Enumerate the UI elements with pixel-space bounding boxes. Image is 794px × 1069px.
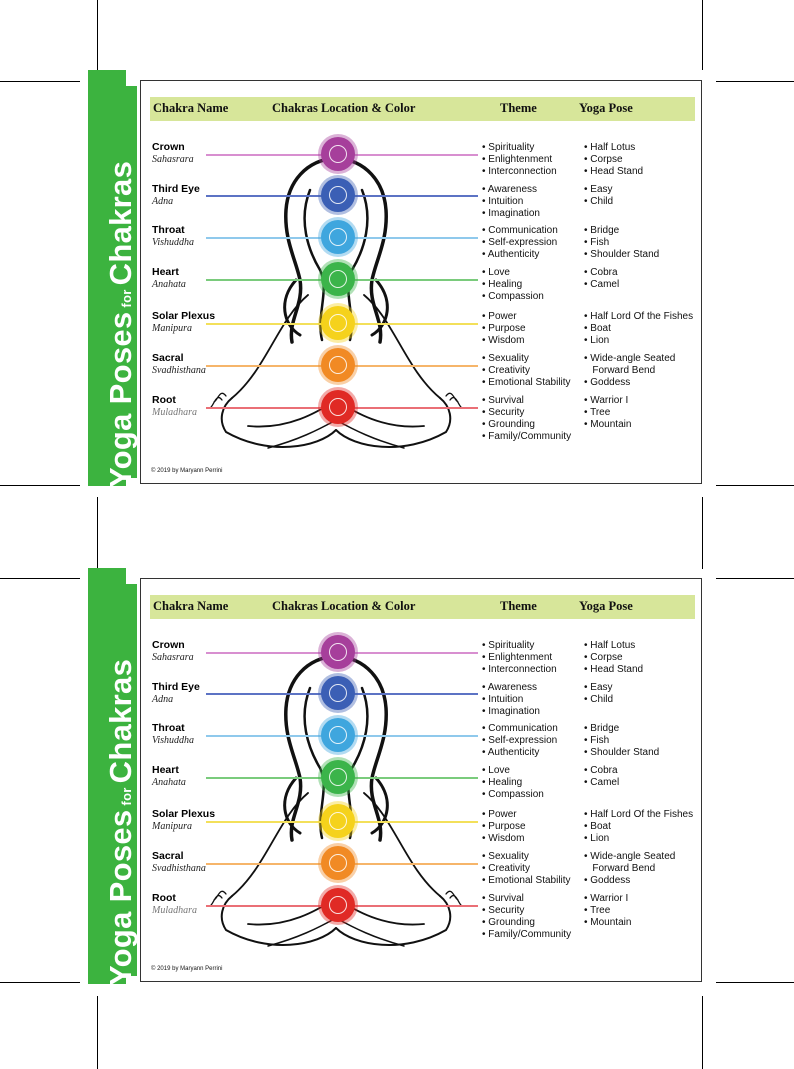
chakra-name: Crown — [152, 141, 185, 153]
theme-item: • Interconnection — [482, 664, 557, 675]
theme-item: • Sexuality — [482, 851, 529, 862]
theme-item: • Security — [482, 407, 525, 418]
yoga-pose-item: • Boat — [584, 323, 611, 334]
yoga-pose-item: • Head Stand — [584, 166, 644, 177]
theme-item: • Intuition — [482, 196, 524, 207]
yoga-pose-item: • Wide-angle Seated — [584, 353, 676, 364]
yoga-pose-item: • Tree — [584, 905, 611, 916]
theme-item: • Healing — [482, 279, 523, 290]
chakra-name: Throat — [152, 224, 185, 236]
yoga-pose-item: • Goddess — [584, 875, 631, 886]
chakra-color-symbol — [321, 635, 355, 669]
yoga-pose-item: • Easy — [584, 682, 613, 693]
theme-item: • Sexuality — [482, 353, 529, 364]
theme-list — [482, 267, 544, 303]
chakra-color-symbol — [321, 760, 355, 794]
crop-mark — [716, 982, 794, 983]
theme-list — [482, 311, 526, 347]
yoga-pose-item: • Warrior I — [584, 893, 629, 904]
chakra-color-symbol — [321, 137, 355, 171]
crop-mark — [716, 578, 794, 579]
theme-list — [482, 353, 571, 389]
copyright-notice: © 2019 by Maryann Perrini — [151, 468, 223, 474]
theme-item: • Power — [482, 311, 517, 322]
yoga-pose-item: • Bridge — [584, 225, 620, 236]
header-yoga-pose: Yoga Pose — [579, 101, 633, 115]
yoga-pose-item: • Camel — [584, 777, 620, 788]
header-chakra-name: Chakra Name — [153, 599, 229, 613]
header-yoga-pose: Yoga Pose — [579, 599, 633, 613]
chakra-name: Root — [152, 892, 176, 904]
theme-list — [482, 640, 557, 676]
yoga-pose-item: • Goddess — [584, 377, 631, 388]
yoga-pose-item: • Mountain — [584, 917, 632, 928]
crop-mark — [97, 0, 98, 70]
crop-mark — [702, 0, 703, 70]
crop-mark — [716, 81, 794, 82]
theme-item: • Emotional Stability — [482, 377, 571, 388]
theme-item: • Enlightenment — [482, 652, 553, 663]
chakra-name: Third Eye — [152, 183, 200, 195]
chakra-sanskrit-name: Adna — [152, 694, 174, 705]
chakra-color-symbol — [321, 718, 355, 752]
yoga-pose-item: • Mountain — [584, 419, 632, 430]
chakra-sanskrit-name: Anahata — [152, 777, 186, 788]
theme-item: • Compassion — [482, 789, 544, 800]
theme-list — [482, 184, 540, 220]
theme-item: • Creativity — [482, 365, 530, 376]
theme-item: • Authenticity — [482, 747, 540, 758]
theme-item: • Grounding — [482, 917, 535, 928]
theme-item: • Love — [482, 765, 510, 776]
yoga-pose-list — [584, 267, 619, 291]
chakra-color-symbol — [321, 220, 355, 254]
yoga-pose-item: • Lion — [584, 833, 610, 844]
chakra-card — [88, 70, 704, 486]
card-title: Yoga PosesforChakras — [103, 658, 138, 986]
theme-list — [482, 395, 571, 443]
crop-mark — [0, 81, 80, 82]
yoga-pose-item: • Child — [584, 196, 614, 207]
chakra-name: Heart — [152, 266, 179, 278]
yoga-pose-list — [584, 142, 643, 178]
chakra-name: Sacral — [152, 352, 184, 364]
chakra-sanskrit-name: Manipura — [152, 323, 192, 334]
yoga-pose-list — [584, 765, 619, 789]
crop-mark — [0, 578, 80, 579]
theme-item: • Purpose — [482, 821, 526, 832]
yoga-pose-item: • Corpse — [584, 652, 623, 663]
theme-list — [482, 893, 571, 941]
chakra-name: Throat — [152, 722, 185, 734]
chakra-sanskrit-name: Manipura — [152, 821, 192, 832]
yoga-pose-item: • Shoulder Stand — [584, 249, 660, 260]
chakra-sanskrit-name: Adna — [152, 196, 174, 207]
chakra-color-symbol — [321, 676, 355, 710]
yoga-pose-list — [584, 809, 693, 845]
chakra-sanskrit-name: Sahasrara — [152, 652, 194, 663]
yoga-pose-item: • Cobra — [584, 267, 618, 278]
yoga-pose-item: • Cobra — [584, 765, 618, 776]
theme-list — [482, 765, 544, 801]
yoga-pose-item: • Easy — [584, 184, 613, 195]
crop-mark — [702, 497, 703, 569]
yoga-pose-list — [584, 682, 613, 706]
theme-item: • Imagination — [482, 208, 540, 219]
theme-item: • Love — [482, 267, 510, 278]
crop-mark — [97, 497, 98, 569]
theme-item: • Spirituality — [482, 142, 535, 153]
chakra-sanskrit-name: Sahasrara — [152, 154, 194, 165]
chakra-color-symbol — [321, 262, 355, 296]
yoga-pose-item: • Tree — [584, 407, 611, 418]
chakra-name: Solar Plexus — [152, 310, 216, 322]
yoga-pose-item: • Half Lord Of the Fishes — [584, 311, 694, 322]
theme-item: • Spirituality — [482, 640, 535, 651]
spine-title-panel — [97, 584, 140, 986]
yoga-pose-list — [584, 395, 631, 431]
theme-item: • Communication — [482, 723, 558, 734]
theme-item: • Creativity — [482, 863, 530, 874]
yoga-pose-item: • Corpse — [584, 154, 623, 165]
yoga-pose-item: Forward Bend — [584, 863, 656, 874]
yoga-pose-list — [584, 353, 675, 389]
theme-list — [482, 225, 558, 261]
chakra-name: Sacral — [152, 850, 184, 862]
yoga-pose-list — [584, 311, 693, 347]
yoga-pose-item: Forward Bend — [584, 365, 656, 376]
yoga-pose-list — [584, 640, 643, 676]
chakra-card — [88, 568, 704, 984]
chakra-sanskrit-name: Vishuddha — [152, 237, 195, 248]
chakra-sanskrit-name: Svadhisthana — [152, 863, 206, 874]
theme-list — [482, 851, 571, 887]
header-chakra-name: Chakra Name — [153, 101, 229, 115]
theme-item: • Power — [482, 809, 517, 820]
theme-item: • Authenticity — [482, 249, 540, 260]
chakra-color-symbol — [321, 804, 355, 838]
theme-item: • Self-expression — [482, 237, 558, 248]
yoga-pose-item: • Fish — [584, 237, 610, 248]
theme-item: • Self-expression — [482, 735, 558, 746]
chakra-name: Root — [152, 394, 176, 406]
theme-item: • Enlightenment — [482, 154, 553, 165]
yoga-pose-item: • Shoulder Stand — [584, 747, 660, 758]
chakra-color-symbol — [321, 390, 355, 424]
theme-list — [482, 682, 540, 718]
yoga-pose-item: • Half Lotus — [584, 142, 636, 153]
yoga-pose-item: • Warrior I — [584, 395, 629, 406]
theme-item: • Imagination — [482, 706, 540, 717]
theme-item: • Intuition — [482, 694, 524, 705]
card-title: Yoga PosesforChakras — [103, 160, 138, 488]
chakra-name: Third Eye — [152, 681, 200, 693]
theme-item: • Wisdom — [482, 335, 525, 346]
theme-item: • Survival — [482, 395, 524, 406]
theme-item: • Awareness — [482, 184, 538, 195]
yoga-pose-item: • Boat — [584, 821, 611, 832]
yoga-pose-item: • Half Lotus — [584, 640, 636, 651]
table-header — [150, 97, 695, 121]
yoga-pose-list — [584, 851, 675, 887]
theme-list — [482, 142, 557, 178]
theme-item: • Survival — [482, 893, 524, 904]
chakra-color-symbol — [321, 888, 355, 922]
yoga-pose-item: • Half Lord Of the Fishes — [584, 809, 694, 820]
theme-item: • Healing — [482, 777, 523, 788]
theme-item: • Compassion — [482, 291, 544, 302]
theme-item: • Emotional Stability — [482, 875, 571, 886]
theme-item: • Awareness — [482, 682, 538, 693]
crop-mark — [702, 996, 703, 1069]
yoga-pose-list — [584, 893, 631, 929]
yoga-pose-list — [584, 723, 659, 759]
theme-item: • Family/Community — [482, 431, 572, 442]
table-header — [150, 595, 695, 619]
chakra-color-symbol — [321, 306, 355, 340]
theme-item: • Communication — [482, 225, 558, 236]
yoga-pose-list — [584, 184, 613, 208]
yoga-pose-item: • Fish — [584, 735, 610, 746]
yoga-pose-item: • Wide-angle Seated — [584, 851, 676, 862]
theme-item: • Security — [482, 905, 525, 916]
yoga-pose-list — [584, 225, 659, 261]
yoga-pose-item: • Bridge — [584, 723, 620, 734]
header-theme: Theme — [500, 101, 537, 115]
yoga-pose-item: • Lion — [584, 335, 610, 346]
theme-list — [482, 809, 526, 845]
chakra-sanskrit-name: Anahata — [152, 279, 186, 290]
chakra-name: Heart — [152, 764, 179, 776]
chakra-name: Crown — [152, 639, 185, 651]
crop-mark — [716, 485, 794, 486]
yoga-pose-item: • Camel — [584, 279, 620, 290]
header-location-color: Chakras Location & Color — [272, 599, 416, 613]
crop-mark — [97, 996, 98, 1069]
chakra-name: Solar Plexus — [152, 808, 216, 820]
chakra-color-symbol — [321, 846, 355, 880]
copyright-notice: © 2019 by Maryann Perrini — [151, 966, 223, 972]
yoga-pose-item: • Child — [584, 694, 614, 705]
header-location-color: Chakras Location & Color — [272, 101, 416, 115]
theme-item: • Purpose — [482, 323, 526, 334]
chakra-sanskrit-name: Vishuddha — [152, 735, 195, 746]
spine-title-panel — [97, 86, 140, 488]
chakra-sanskrit-name: Muladhara — [152, 407, 197, 418]
chakra-color-symbol — [321, 178, 355, 212]
theme-item: • Interconnection — [482, 166, 557, 177]
theme-list — [482, 723, 558, 759]
theme-item: • Grounding — [482, 419, 535, 430]
yoga-pose-item: • Head Stand — [584, 664, 644, 675]
theme-item: • Family/Community — [482, 929, 572, 940]
chakra-sanskrit-name: Muladhara — [152, 905, 197, 916]
crop-mark — [0, 485, 80, 486]
theme-item: • Wisdom — [482, 833, 525, 844]
header-theme: Theme — [500, 599, 537, 613]
crop-mark — [0, 982, 80, 983]
chakra-color-symbol — [321, 348, 355, 382]
chakra-sanskrit-name: Svadhisthana — [152, 365, 206, 376]
